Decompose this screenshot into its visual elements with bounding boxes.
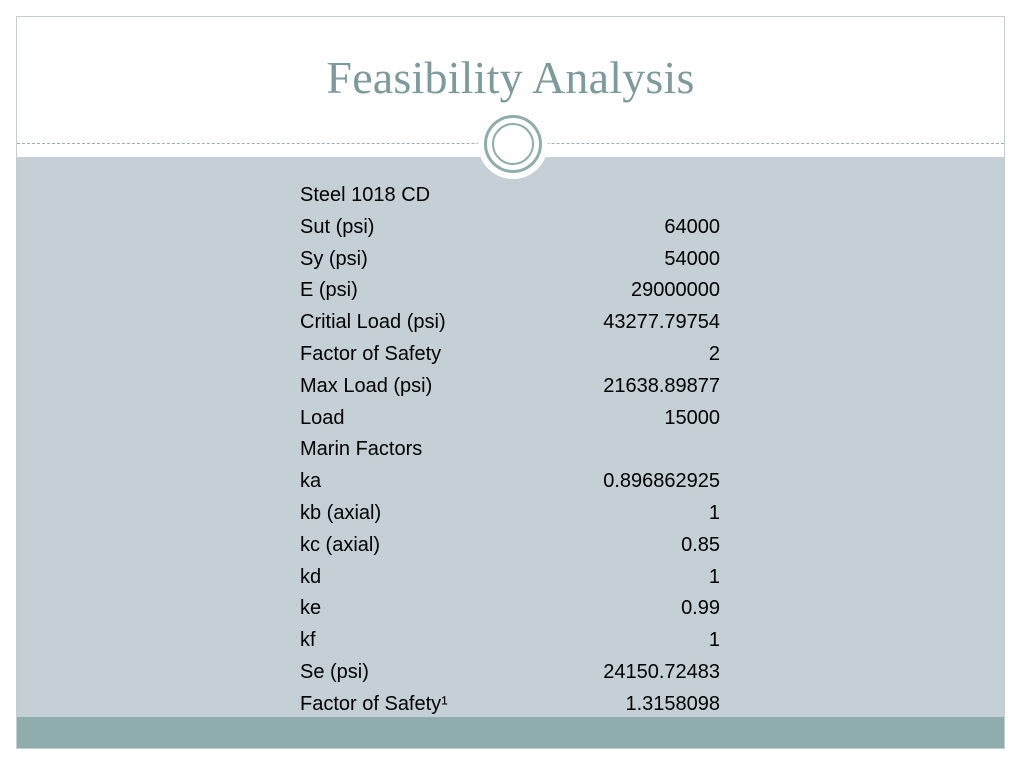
row-value: 1 xyxy=(708,565,720,588)
row-value: 0.896862925 xyxy=(603,470,720,493)
table-row xyxy=(300,402,720,434)
row-value: 64000 xyxy=(664,215,720,238)
table-row xyxy=(300,529,720,561)
table-row xyxy=(300,592,720,624)
row-label: Sy (psi) xyxy=(300,247,368,270)
row-value: 43277.79754 xyxy=(603,311,720,334)
row-value: 1 xyxy=(708,629,720,652)
table-row xyxy=(300,561,720,593)
row-value: 15000 xyxy=(664,406,720,429)
row-label: Factor of Safety xyxy=(300,342,442,365)
row-label: ka xyxy=(300,470,322,493)
slide xyxy=(16,16,1005,749)
row-label: Marin Factors xyxy=(300,438,423,461)
row-value xyxy=(520,179,720,211)
row-label: ke xyxy=(300,597,322,620)
properties-table xyxy=(300,179,720,720)
row-label: kb (axial) xyxy=(300,501,382,524)
row-label: Factor of Safety¹ xyxy=(300,692,448,715)
row-label: kf xyxy=(300,629,316,652)
table-row xyxy=(300,370,720,402)
row-label: Load xyxy=(300,406,345,429)
row-value: 1.3158098 xyxy=(625,692,720,715)
table-row xyxy=(300,211,720,243)
circle-ornament-icon xyxy=(484,115,542,173)
row-label: Sut (psi) xyxy=(300,215,375,238)
footer-band xyxy=(17,717,1004,749)
row-label: Max Load (psi) xyxy=(300,374,433,397)
row-value: 2 xyxy=(708,342,720,365)
table-row xyxy=(300,433,720,465)
row-value: 1 xyxy=(708,501,720,524)
row-label: Steel 1018 CD xyxy=(300,184,431,206)
table-row xyxy=(300,656,720,688)
row-value: 29000000 xyxy=(631,279,720,302)
row-value: 54000 xyxy=(664,247,720,270)
row-value: 21638.89877 xyxy=(603,374,720,397)
table-row xyxy=(300,243,720,275)
row-label: kd xyxy=(300,565,322,588)
table-row xyxy=(300,497,720,529)
table-row xyxy=(300,465,720,497)
table-row xyxy=(300,688,720,720)
row-label: E (psi) xyxy=(300,279,358,302)
table-row xyxy=(300,179,720,211)
slide-title: Feasibility Analysis xyxy=(326,52,695,103)
table-row xyxy=(300,624,720,656)
table-row xyxy=(300,338,720,370)
row-value xyxy=(520,433,720,465)
table-row xyxy=(300,306,720,338)
row-label: Se (psi) xyxy=(300,660,369,683)
row-label: Critial Load (psi) xyxy=(300,311,446,334)
row-value: 24150.72483 xyxy=(603,660,720,683)
circle-ornament-inner xyxy=(492,123,534,165)
row-value: 0.99 xyxy=(681,597,720,620)
row-value: 0.85 xyxy=(681,533,720,556)
row-label: kc (axial) xyxy=(300,533,381,556)
table-row xyxy=(300,274,720,306)
